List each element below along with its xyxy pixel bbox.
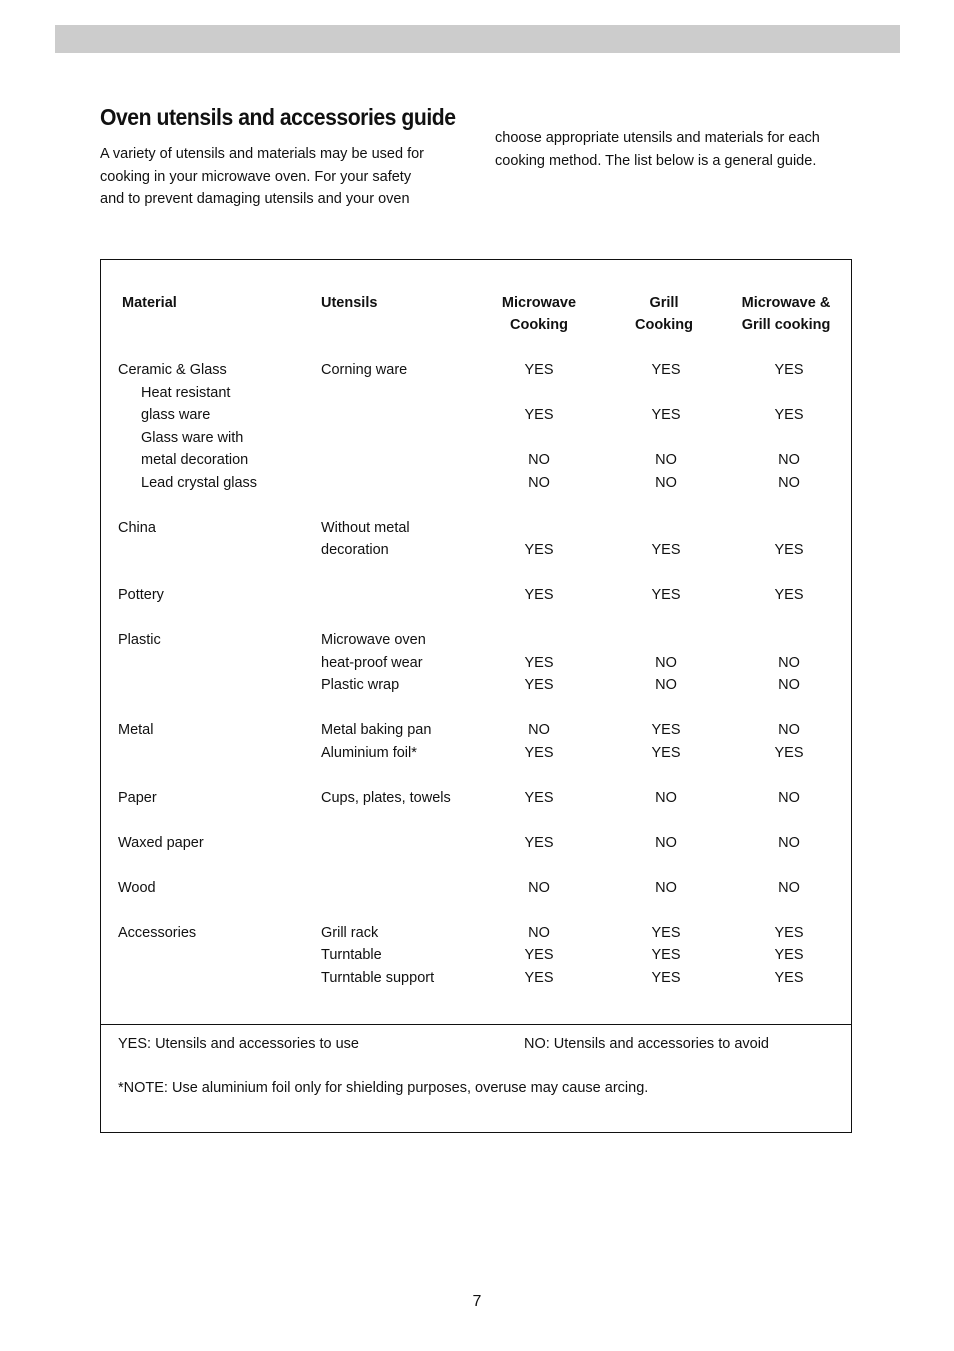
- cell-utensil: Turntable: [321, 947, 382, 963]
- cell-microwave-grill: NO: [778, 879, 800, 896]
- header-bar: [55, 25, 900, 53]
- cell-microwave-grill: YES: [774, 542, 804, 558]
- cell-microwave: YES: [524, 587, 554, 603]
- table-row: [101, 427, 851, 450]
- cell-material: glass ware: [141, 407, 211, 423]
- cell-utensil: Corning ware: [321, 362, 408, 378]
- table-row: [101, 787, 851, 810]
- cell-microwave-grill: YES: [774, 744, 804, 761]
- cell-grill: YES: [651, 407, 681, 423]
- table-row: [101, 944, 851, 967]
- table-row: [101, 652, 851, 675]
- cell-utensil: Without metal: [321, 519, 410, 536]
- cell-utensil: Turntable support: [321, 969, 435, 986]
- intro-text-left: A variety of utensils and materials may be used for cooking in your microwave oven. For your safety and to prevent damaging utensils and your oven: [100, 146, 424, 207]
- cell-material: Ceramic & Glass: [118, 362, 227, 378]
- cell-utensil: Grill rack: [321, 924, 379, 941]
- cell-material: Metal: [118, 722, 154, 738]
- cell-material: Lead crystal glass: [141, 474, 258, 491]
- cell-material: Glass ware with: [141, 429, 244, 446]
- cell-microwave: YES: [524, 542, 554, 558]
- cell-utensil: Cups, plates, towels: [321, 789, 451, 806]
- cell-grill: YES: [651, 362, 681, 378]
- cell-microwave: NO: [528, 474, 550, 491]
- table-row: [101, 539, 851, 562]
- legend-note: *NOTE: Use aluminium foil only for shielding purposes, overuse may cause arcing.: [118, 1080, 649, 1096]
- intro-text-right: choose appropriate utensils and materials for each cooking method. The list below is a general guide.: [495, 130, 820, 169]
- cell-microwave-grill: NO: [778, 834, 800, 851]
- table-row: [101, 877, 851, 900]
- table-row: [101, 584, 851, 607]
- table-row: [101, 674, 851, 697]
- cell-grill: YES: [651, 722, 681, 738]
- cell-microwave: NO: [528, 452, 550, 468]
- cell-microwave-grill: NO: [778, 474, 800, 491]
- cell-utensil: Metal baking pan: [321, 722, 432, 738]
- cell-microwave-grill: YES: [774, 969, 804, 986]
- header-microwave-cooking: Microwave Cooking: [501, 295, 577, 333]
- cell-microwave: YES: [524, 947, 554, 963]
- table-row: [101, 382, 851, 405]
- cell-microwave: YES: [524, 834, 554, 851]
- cell-material: Waxed paper: [118, 834, 204, 851]
- legend-yes: YES: Utensils and accessories to use: [118, 1036, 359, 1052]
- table-row: [101, 967, 851, 990]
- cell-microwave: YES: [524, 654, 554, 671]
- cell-utensil: Microwave oven: [321, 632, 426, 648]
- page-number: 7: [472, 1293, 482, 1310]
- cell-material: metal decoration: [141, 452, 249, 468]
- cell-grill: NO: [655, 879, 677, 896]
- cell-grill: YES: [651, 947, 681, 963]
- cell-microwave: YES: [524, 789, 554, 806]
- table-row: [101, 629, 851, 652]
- cell-utensil: decoration: [321, 542, 389, 558]
- cell-grill: NO: [655, 677, 677, 693]
- cell-microwave: YES: [524, 407, 554, 423]
- cell-utensil: Aluminium foil*: [321, 744, 417, 761]
- table-row: [101, 832, 851, 855]
- header-material: Material: [122, 295, 177, 311]
- table-row: [101, 742, 851, 765]
- cell-microwave: NO: [528, 924, 550, 941]
- cell-material: Plastic: [118, 632, 161, 648]
- utensils-table: [100, 259, 852, 1133]
- cell-microwave-grill: YES: [774, 924, 804, 941]
- cell-utensil: heat-proof wear: [321, 654, 423, 671]
- cell-grill: NO: [655, 834, 677, 851]
- header-utensils: Utensils: [321, 295, 378, 311]
- cell-microwave: YES: [524, 362, 554, 378]
- cell-grill: NO: [655, 789, 677, 806]
- cell-microwave-grill: NO: [778, 452, 800, 468]
- cell-microwave-grill: NO: [778, 789, 800, 806]
- page-title: Oven utensils and accessories guide: [100, 104, 456, 130]
- cell-material: Pottery: [118, 587, 164, 603]
- cell-microwave-grill: YES: [774, 407, 804, 423]
- table-row: [101, 517, 851, 540]
- cell-material: Paper: [118, 789, 157, 806]
- cell-material: Heat resistant: [141, 384, 231, 401]
- cell-grill: YES: [651, 542, 681, 558]
- table-row: [101, 922, 851, 945]
- table-row: [101, 449, 851, 472]
- cell-grill: YES: [651, 587, 681, 603]
- cell-microwave-grill: YES: [774, 362, 804, 378]
- cell-microwave: YES: [524, 969, 554, 986]
- table-row: [101, 472, 851, 495]
- cell-grill: NO: [655, 452, 677, 468]
- header-grill-cooking: Grill Cooking: [635, 295, 693, 333]
- cell-microwave-grill: NO: [778, 722, 800, 738]
- cell-microwave-grill: YES: [774, 947, 804, 963]
- cell-microwave: YES: [524, 677, 554, 693]
- legend-divider: [101, 1024, 851, 1025]
- cell-material: China: [118, 519, 156, 536]
- cell-microwave-grill: NO: [778, 654, 800, 671]
- cell-microwave-grill: NO: [778, 677, 800, 693]
- cell-material: Wood: [118, 879, 156, 896]
- cell-grill: NO: [655, 654, 677, 671]
- cell-microwave: NO: [528, 722, 550, 738]
- cell-microwave-grill: YES: [774, 587, 804, 603]
- table-row: [101, 359, 851, 382]
- cell-material: Accessories: [118, 924, 197, 941]
- header-microwave-grill-cooking: Microwave & Grill cooking: [741, 295, 831, 333]
- cell-microwave: YES: [524, 744, 554, 761]
- table-row: [101, 719, 851, 742]
- table-row: [101, 404, 851, 427]
- cell-grill: YES: [651, 744, 681, 761]
- cell-grill: YES: [651, 924, 681, 941]
- cell-grill: NO: [655, 474, 677, 491]
- cell-grill: YES: [651, 969, 681, 986]
- cell-microwave: NO: [528, 879, 550, 896]
- legend-no: NO: Utensils and accessories to avoid: [524, 1036, 769, 1052]
- cell-utensil: Plastic wrap: [321, 677, 400, 693]
